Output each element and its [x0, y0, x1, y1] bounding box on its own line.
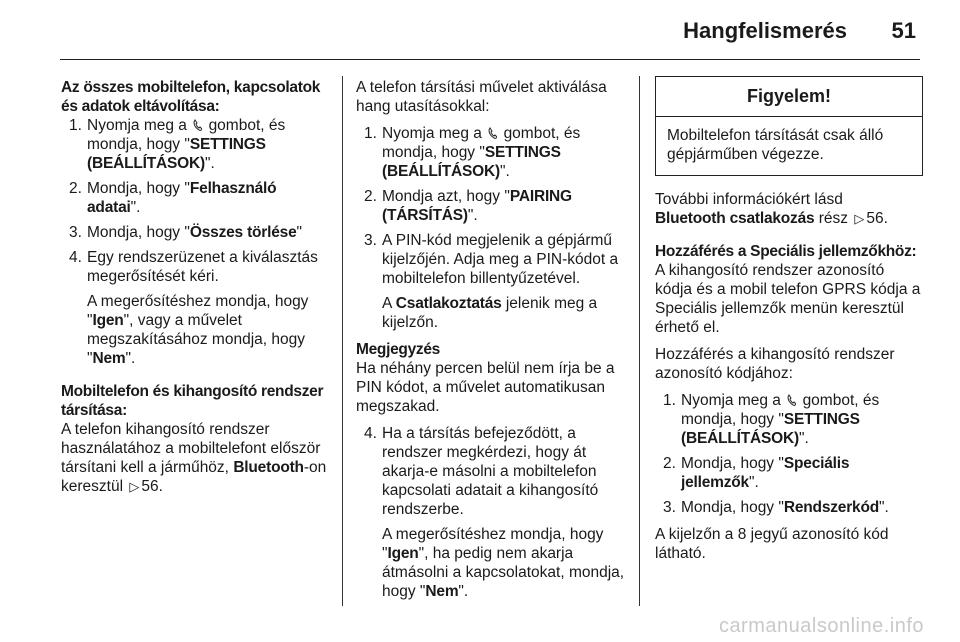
column-divider-1 — [342, 76, 343, 606]
note-text: Ha néhány percen belül nem írja be a PIN kódot, a művelet automatikusan megszakad. — [356, 360, 615, 415]
column-1 — [61, 78, 329, 496]
access-text: A kihangosító rendszer azonosító kódja és a mobil telefon GPRS kódja a Speciális jellemzők menün keresztül érhető el. — [655, 262, 921, 336]
access-intro: Hozzáférés a kihangosító rendszer azonosító kódjához: — [655, 346, 895, 382]
list-item: 3. Mondja, hogy "Összes törlése" — [69, 224, 303, 241]
pairing-steps-continued — [356, 424, 628, 601]
warning-box — [655, 76, 923, 176]
pairing-intro: A telefon társítási művelet aktiválása hang utasításokkal: — [356, 79, 607, 115]
column-divider-2 — [639, 76, 640, 606]
pairing-steps — [356, 124, 628, 332]
watermark: carmanualsonline.info — [718, 615, 924, 637]
list-item: 3. Mondja, hogy "Rendszerkód". — [663, 499, 889, 516]
list-item: 1. Nyomja meg a gombot, és mondja, hogy "SETTINGS (BEÁLLÍTÁSOK)". — [663, 392, 880, 447]
more-info: További információkért lásd Bluetooth csatlakozás rész ▷ 56. — [655, 191, 888, 227]
pair-heading: Mobiltelefon és kihangosító rendszer társítása: — [61, 383, 324, 419]
list-item: 2. Mondja, hogy "Felhasználó adatai". — [69, 180, 277, 216]
page-reference[interactable]: 56. — [866, 210, 888, 227]
column-3 — [655, 76, 923, 563]
list-item: 3. A PIN-kód megjelenik a gépjármű kijelzőjén. Adja meg a PIN-kódot a mobiltelefon billentyűzetével. A Csatlakoztatás jelenik meg a kijelzőn. — [364, 232, 619, 331]
list-item: 1. Nyomja meg a gombot, és mondja, hogy "SETTINGS (BEÁLLÍTÁSOK)". — [364, 125, 581, 180]
reference-arrow-icon: ▷ — [854, 211, 865, 226]
phone-button-icon — [488, 127, 497, 139]
reference-arrow-icon: ▷ — [129, 479, 140, 494]
pair-text: A telefon kihangosító rendszer használatához a mobiltelefont először társítani kell a járműhöz, Bluetooth-on keresztül ▷ 56. — [61, 421, 327, 495]
warning-body: Mobiltelefon társítását csak álló gépjárműben végezze. — [667, 127, 884, 163]
access-steps — [655, 391, 923, 517]
header-divider — [60, 59, 920, 60]
closing-text: A kijelzőn a 8 jegyű azonosító kód látható. — [655, 526, 889, 562]
column-2 — [356, 78, 628, 601]
section-title: Hangfelismerés — [683, 18, 847, 43]
page-reference[interactable]: 56. — [141, 478, 163, 495]
access-heading: Hozzáférés a Speciális jellemzőkhöz: — [655, 243, 917, 260]
list-item: 2. Mondja, hogy "Speciális jellemzők". — [663, 455, 850, 491]
list-item: 4. Egy rendszerüzenet a kiválasztás megerősítését kéri. A megerősítéshez mondja, hogy "Igen", vagy a művelet megszakításához mondja, hogy "Nem". — [69, 249, 318, 367]
list-item: 4. Ha a társítás befejeződött, a rendszer megkérdezi, hogy át akarja-e másolni a mobiltelefon kapcsolati adatait a kihangosító rendszerbe. A megerősítéshez mondja, hogy "Igen", ha pedig nem akarja átmásolni a kapcsolatokat, mondja, hogy "Nem". — [364, 425, 625, 600]
note-label: Megjegyzés — [356, 341, 441, 358]
list-item: 1. Nyomja meg a gombot, és mondja, hogy "SETTINGS (BEÁLLÍTÁSOK)". — [69, 117, 286, 172]
list-item: 2. Mondja azt, hogy "PAIRING (TÁRSÍTÁS)". — [364, 188, 572, 224]
phone-button-icon — [787, 394, 796, 406]
warning-title: Figyelem! — [656, 77, 922, 117]
page-number: 51 — [891, 18, 916, 43]
phone-button-icon — [193, 119, 202, 131]
remove-heading: Az összes mobiltelefon, kapcsolatok és adatok eltávolítása: — [61, 79, 321, 115]
remove-steps — [61, 116, 329, 368]
